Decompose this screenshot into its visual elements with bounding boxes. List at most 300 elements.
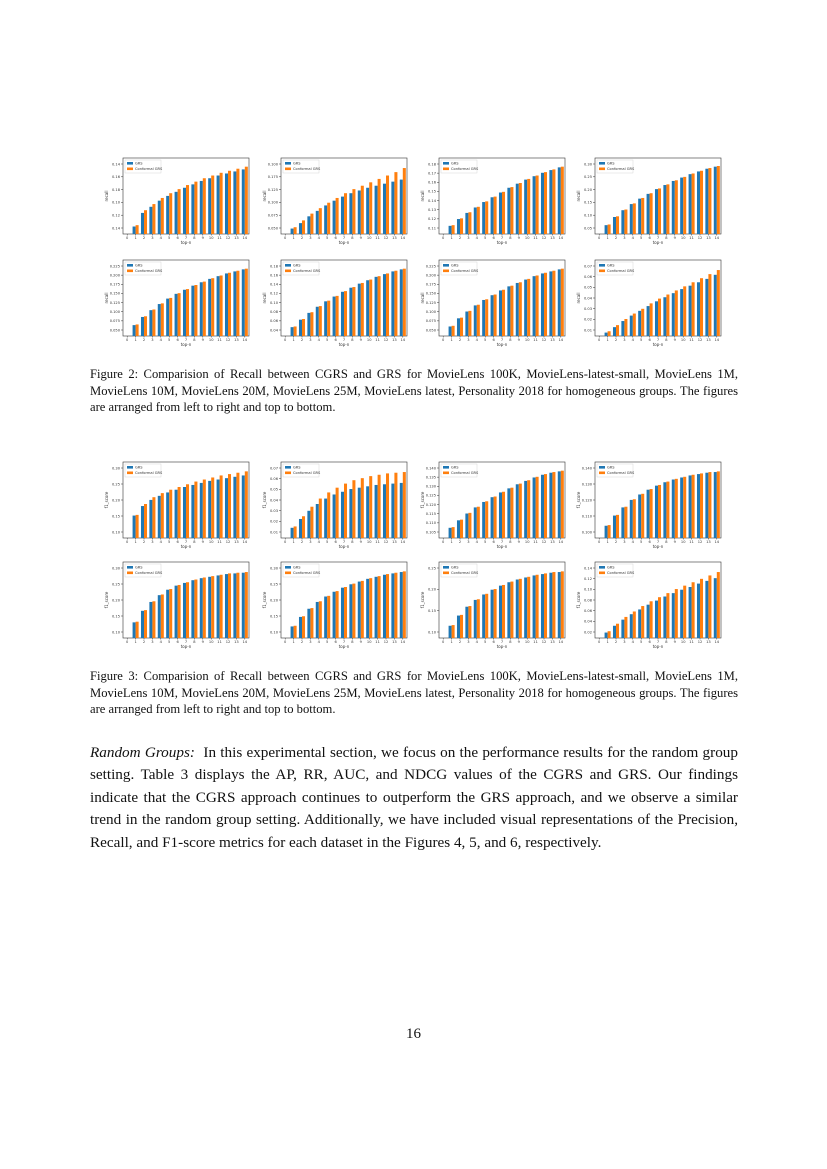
bar-grs	[291, 528, 294, 538]
bar-cgrs	[502, 492, 505, 538]
bar-grs	[474, 305, 477, 336]
bar-cgrs	[658, 597, 661, 638]
bar-grs	[541, 173, 544, 234]
y-axis-label: recall	[262, 292, 267, 304]
x-tick-label: 9	[359, 236, 362, 240]
bar-grs	[474, 600, 477, 638]
y-tick-label: 0.105	[425, 530, 436, 535]
figure-2-caption: Figure 2: Comparision of Recall between CGRS and GRS for MovieLens 100K, MovieLens-latest-small, MovieLens 1M, MovieLens 10M, MovieLens 20M, MovieLens 25M, MovieLens latest, Personality 2018 for homogeneous groups. The figures are arranged from left to right and top to bottom.	[90, 367, 738, 414]
x-tick-label: 11	[689, 338, 694, 342]
bar-chart-svg	[261, 152, 413, 244]
x-tick-label: 8	[351, 640, 354, 644]
x-tick-label: 13	[706, 640, 711, 644]
bar-cgrs	[460, 318, 463, 336]
bar-cgrs	[245, 572, 248, 638]
y-tick-label: 0.125	[425, 493, 436, 498]
bar-grs	[307, 216, 310, 234]
bar-grs	[524, 280, 527, 336]
y-tick-label: 0.10	[269, 630, 278, 635]
bar-grs	[549, 573, 552, 638]
bar-cgrs	[616, 515, 619, 538]
x-tick-label: 10	[680, 236, 686, 240]
y-tick-label: 0.225	[425, 264, 436, 269]
legend-swatch	[127, 168, 133, 171]
bar-grs	[613, 327, 616, 336]
y-axis-label: f1_score	[262, 591, 267, 609]
bar-cgrs	[327, 596, 330, 638]
bar-cgrs	[220, 275, 223, 336]
y-tick-label: 0.16	[427, 180, 436, 185]
bar-cgrs	[460, 218, 463, 234]
x-tick-label: 11	[217, 640, 222, 644]
bar-cgrs	[344, 587, 347, 638]
bar-cgrs	[527, 480, 530, 538]
y-tick-label: 0.12	[583, 576, 592, 581]
bar-grs	[375, 277, 378, 336]
x-tick-label: 1	[606, 640, 609, 644]
bar-cgrs	[536, 176, 539, 234]
bar-grs	[465, 213, 468, 234]
bar-cgrs	[136, 622, 139, 638]
bar-grs	[605, 633, 608, 638]
x-tick-label: 9	[517, 338, 520, 342]
y-tick-label: 0.10	[427, 630, 436, 635]
legend-swatch	[443, 466, 449, 469]
y-tick-label: 0.14	[427, 198, 436, 203]
bar-grs	[191, 580, 194, 638]
bar-cgrs	[544, 474, 547, 538]
bar-grs	[149, 500, 152, 538]
bar-cgrs	[386, 574, 389, 638]
y-axis-label: f1_score	[104, 591, 109, 609]
x-tick-label: 4	[475, 338, 478, 342]
page-number: 16	[406, 1026, 421, 1042]
x-tick-label: 8	[193, 640, 196, 644]
bar-cgrs	[361, 186, 364, 234]
bar-cgrs	[310, 507, 313, 538]
bar-cgrs	[452, 527, 455, 538]
legend-swatch	[599, 566, 605, 569]
bar-grs	[183, 583, 186, 638]
chart-fig2-8	[575, 254, 727, 346]
bar-grs	[175, 490, 178, 538]
bar-grs	[499, 290, 502, 336]
chart-fig3-1	[103, 456, 255, 548]
bar-cgrs	[552, 271, 555, 336]
bar-cgrs	[319, 306, 322, 336]
x-tick-label: 8	[509, 640, 512, 644]
bar-grs	[605, 225, 608, 234]
bar-grs	[191, 485, 194, 538]
bar-cgrs	[403, 269, 406, 336]
bar-grs	[689, 475, 692, 538]
x-tick-label: 0	[598, 540, 601, 544]
bar-cgrs	[352, 287, 355, 336]
legend-label: GRS	[451, 565, 459, 570]
bar-grs	[349, 193, 352, 234]
y-tick-label: 0.225	[109, 264, 120, 269]
x-tick-label: 13	[392, 236, 397, 240]
bar-grs	[333, 592, 336, 638]
x-tick-label: 6	[492, 640, 495, 644]
x-tick-label: 0	[598, 338, 601, 342]
x-tick-label: 0	[598, 236, 601, 240]
bar-cgrs	[683, 477, 686, 538]
x-tick-label: 2	[614, 338, 618, 342]
x-tick-label: 7	[342, 236, 346, 240]
bar-grs	[141, 506, 144, 538]
x-tick-label: 14	[558, 236, 564, 240]
bar-cgrs	[378, 576, 381, 638]
legend-label: Conformal GRS	[451, 570, 479, 575]
x-tick-label: 0	[284, 540, 287, 544]
x-tick-label: 13	[706, 338, 711, 342]
bar-cgrs	[144, 316, 147, 336]
x-axis-label: top-n	[338, 342, 350, 347]
y-tick-label: 0.20	[427, 587, 436, 592]
legend-swatch	[443, 566, 449, 569]
bar-grs	[307, 313, 310, 336]
bar-grs	[242, 475, 245, 538]
x-tick-label: 0	[284, 338, 287, 342]
x-tick-label: 4	[159, 236, 162, 240]
x-tick-label: 14	[400, 540, 406, 544]
y-tick-label: 0.18	[427, 162, 436, 167]
bar-grs	[200, 282, 203, 336]
bar-cgrs	[552, 472, 555, 538]
x-tick-label: 2	[458, 236, 462, 240]
bar-cgrs	[510, 488, 513, 538]
y-tick-label: 0.200	[425, 273, 436, 278]
x-tick-label: 6	[334, 236, 337, 240]
bar-grs	[697, 171, 700, 234]
legend-swatch	[127, 572, 133, 575]
x-tick-label: 4	[317, 540, 320, 544]
bar-cgrs	[228, 273, 231, 336]
bar-chart-svg	[261, 254, 413, 346]
bar-cgrs	[220, 475, 223, 538]
bar-cgrs	[228, 573, 231, 638]
bar-grs	[533, 477, 536, 538]
x-tick-label: 11	[689, 236, 694, 240]
x-tick-label: 12	[225, 540, 231, 544]
y-tick-label: 0.13	[427, 208, 436, 213]
legend-label: Conformal GRS	[135, 268, 163, 273]
bar-grs	[638, 494, 641, 538]
bar-grs	[491, 590, 494, 638]
bar-cgrs	[386, 176, 389, 234]
bar-cgrs	[658, 485, 661, 538]
bar-cgrs	[403, 571, 406, 638]
bar-cgrs	[352, 189, 355, 234]
legend-swatch	[599, 572, 605, 575]
legend-label: Conformal GRS	[135, 470, 163, 475]
legend-swatch	[127, 466, 133, 469]
bar-cgrs	[336, 488, 339, 538]
y-tick-label: 0.06	[269, 476, 278, 481]
legend-label: Conformal GRS	[293, 166, 321, 171]
bar-cgrs	[527, 577, 530, 638]
paragraph-body: In this experimental section, we focus on the performance results for the random group setting. Table 3 displays the AP, RR, AUC, and NDCG values of the CGRS and GRS. Our findings indicate that the CGRS approach continues to outperform the GRS approach, and we observe a similar trend in the random group setting. Additionally, we have included visual representations of the Precision, Recall, and F1-score metrics for each dataset in the Figures 4, 5, and 6, respectively.	[90, 744, 738, 851]
legend-swatch	[127, 162, 133, 165]
bar-grs	[225, 173, 228, 234]
bar-grs	[375, 577, 378, 638]
x-tick-label: 6	[492, 338, 495, 342]
x-tick-label: 11	[533, 236, 538, 240]
bar-cgrs	[650, 303, 653, 336]
bar-grs	[457, 318, 460, 336]
y-tick-label: 0.14	[111, 162, 120, 167]
bar-grs	[638, 199, 641, 234]
x-tick-label: 1	[292, 236, 295, 240]
x-tick-label: 2	[142, 338, 146, 342]
y-axis-label: recall	[576, 190, 581, 202]
bar-grs	[291, 229, 294, 234]
y-tick-label: 0.075	[109, 319, 120, 324]
x-tick-label: 4	[631, 338, 634, 342]
bar-cgrs	[650, 489, 653, 538]
x-tick-label: 12	[697, 640, 703, 644]
bar-cgrs	[245, 167, 248, 234]
y-tick-label: 0.14	[583, 566, 592, 571]
x-tick-label: 1	[606, 540, 609, 544]
y-tick-label: 0.075	[267, 213, 278, 218]
bar-grs	[491, 197, 494, 234]
y-tick-label: 0.12	[427, 217, 436, 222]
bar-cgrs	[494, 589, 497, 638]
bar-cgrs	[394, 473, 397, 538]
bar-cgrs	[211, 477, 214, 538]
bar-grs	[449, 528, 452, 538]
bar-grs	[149, 602, 152, 638]
x-tick-label: 12	[383, 236, 389, 240]
bar-grs	[507, 488, 510, 538]
bar-grs	[208, 577, 211, 638]
bar-cgrs	[460, 520, 463, 538]
y-tick-label: 0.115	[425, 512, 436, 517]
y-tick-label: 0.10	[269, 300, 278, 305]
x-tick-label: 12	[225, 338, 231, 342]
bar-cgrs	[369, 182, 372, 234]
x-tick-label: 11	[375, 338, 380, 342]
bar-cgrs	[169, 490, 172, 538]
y-tick-label: 0.130	[581, 482, 592, 487]
x-tick-label: 7	[500, 236, 504, 240]
x-tick-label: 6	[648, 236, 651, 240]
bar-cgrs	[700, 171, 703, 234]
bar-grs	[175, 586, 178, 638]
x-tick-label: 9	[673, 540, 676, 544]
legend-label: Conformal GRS	[451, 470, 479, 475]
bar-cgrs	[519, 484, 522, 538]
bar-cgrs	[211, 176, 214, 234]
x-tick-label: 8	[665, 540, 668, 544]
x-tick-label: 7	[184, 236, 188, 240]
x-tick-label: 3	[623, 338, 626, 342]
x-tick-label: 11	[217, 338, 222, 342]
bar-grs	[307, 609, 310, 638]
y-tick-label: 0.08	[583, 598, 592, 603]
x-tick-label: 2	[142, 236, 146, 240]
x-tick-label: 10	[524, 640, 530, 644]
y-tick-label: 0.20	[111, 498, 120, 503]
bar-cgrs	[536, 477, 539, 538]
x-tick-label: 5	[484, 236, 487, 240]
x-axis-label: top-n	[652, 240, 664, 245]
x-tick-label: 1	[606, 236, 609, 240]
y-tick-label: 0.15	[427, 608, 436, 613]
legend-label: GRS	[607, 161, 615, 166]
bar-grs	[391, 573, 394, 638]
legend-swatch	[443, 264, 449, 267]
bar-grs	[714, 578, 717, 638]
x-tick-label: 5	[484, 338, 487, 342]
x-tick-label: 7	[184, 338, 188, 342]
bar-cgrs	[294, 326, 297, 336]
bar-grs	[474, 507, 477, 538]
bar-cgrs	[211, 278, 214, 336]
bar-cgrs	[369, 578, 372, 638]
bar-cgrs	[336, 296, 339, 336]
bar-cgrs	[294, 227, 297, 234]
y-tick-label: 0.140	[425, 466, 436, 471]
bar-cgrs	[194, 482, 197, 538]
bar-cgrs	[666, 593, 669, 638]
x-tick-label: 4	[475, 640, 478, 644]
y-tick-label: 0.08	[269, 310, 278, 315]
bar-cgrs	[477, 599, 480, 638]
legend-swatch	[599, 472, 605, 475]
x-tick-label: 6	[334, 640, 337, 644]
bar-grs	[680, 477, 683, 538]
bar-grs	[680, 590, 683, 638]
x-tick-label: 0	[126, 540, 129, 544]
bar-cgrs	[361, 478, 364, 538]
bar-grs	[655, 486, 658, 538]
y-tick-label: 0.110	[425, 521, 436, 526]
bar-grs	[158, 595, 161, 638]
bar-cgrs	[510, 582, 513, 638]
bar-cgrs	[203, 577, 206, 638]
bar-grs	[507, 188, 510, 234]
x-tick-label: 2	[300, 338, 304, 342]
bar-cgrs	[344, 291, 347, 336]
bar-grs	[400, 180, 403, 234]
bar-grs	[183, 188, 186, 234]
bar-cgrs	[344, 484, 347, 538]
x-tick-label: 13	[392, 338, 397, 342]
x-tick-label: 10	[208, 540, 214, 544]
bar-grs	[613, 516, 616, 538]
bar-cgrs	[485, 299, 488, 336]
x-tick-label: 1	[134, 540, 137, 544]
bar-cgrs	[319, 208, 322, 234]
bar-grs	[133, 622, 136, 638]
x-tick-label: 1	[606, 338, 609, 342]
bar-cgrs	[302, 220, 305, 234]
bar-cgrs	[186, 582, 189, 638]
y-tick-label: 0.20	[583, 187, 592, 192]
x-tick-label: 11	[375, 540, 380, 544]
bar-grs	[391, 271, 394, 336]
x-tick-label: 7	[342, 540, 346, 544]
legend-label: GRS	[293, 565, 301, 570]
bar-grs	[200, 483, 203, 538]
x-tick-label: 12	[383, 540, 389, 544]
legend-swatch	[285, 466, 291, 469]
bar-grs	[233, 573, 236, 638]
bar-cgrs	[352, 480, 355, 538]
legend-swatch	[285, 572, 291, 575]
bar-cgrs	[717, 572, 720, 638]
x-tick-label: 12	[225, 640, 231, 644]
y-tick-label: 0.150	[425, 291, 436, 296]
bar-grs	[133, 516, 136, 538]
x-tick-label: 10	[680, 640, 686, 644]
x-tick-label: 8	[509, 540, 512, 544]
x-tick-label: 1	[134, 236, 137, 240]
x-tick-label: 10	[366, 338, 372, 342]
x-axis-label: top-n	[338, 544, 350, 549]
y-tick-label: 0.100	[267, 162, 278, 167]
y-tick-label: 0.01	[269, 530, 278, 535]
y-tick-label: 0.125	[267, 187, 278, 192]
bar-grs	[672, 293, 675, 336]
bar-cgrs	[633, 203, 636, 234]
bar-grs	[217, 276, 220, 336]
bar-cgrs	[561, 167, 564, 234]
bar-cgrs	[616, 216, 619, 234]
x-tick-label: 2	[614, 540, 618, 544]
bar-grs	[366, 486, 369, 538]
bar-cgrs	[378, 475, 381, 538]
bar-grs	[672, 480, 675, 538]
x-tick-label: 1	[450, 640, 453, 644]
y-tick-label: 0.100	[109, 310, 120, 315]
bar-grs	[533, 575, 536, 638]
x-tick-label: 10	[208, 236, 214, 240]
x-tick-label: 1	[450, 338, 453, 342]
chart-fig3-6	[261, 556, 413, 648]
y-tick-label: 0.30	[269, 566, 278, 571]
bar-cgrs	[319, 601, 322, 638]
bar-grs	[705, 169, 708, 234]
bar-chart-svg	[419, 254, 571, 346]
x-tick-label: 0	[126, 640, 129, 644]
legend-label: GRS	[451, 263, 459, 268]
bar-grs	[208, 178, 211, 234]
bar-grs	[630, 204, 633, 234]
bar-cgrs	[152, 497, 155, 538]
bar-grs	[672, 181, 675, 234]
legend-swatch	[127, 270, 133, 273]
bar-grs	[491, 497, 494, 538]
bar-grs	[333, 297, 336, 336]
legend-label: GRS	[451, 161, 459, 166]
bar-cgrs	[624, 617, 627, 638]
paragraph-heading: Random Groups:	[90, 744, 195, 761]
bar-grs	[638, 609, 641, 638]
bar-chart-svg	[575, 556, 727, 648]
bar-cgrs	[344, 193, 347, 234]
x-tick-label: 6	[176, 540, 179, 544]
x-tick-label: 14	[714, 540, 720, 544]
bar-cgrs	[468, 606, 471, 638]
bar-grs	[697, 474, 700, 538]
bar-cgrs	[336, 591, 339, 638]
bar-grs	[714, 472, 717, 538]
bar-cgrs	[708, 575, 711, 638]
